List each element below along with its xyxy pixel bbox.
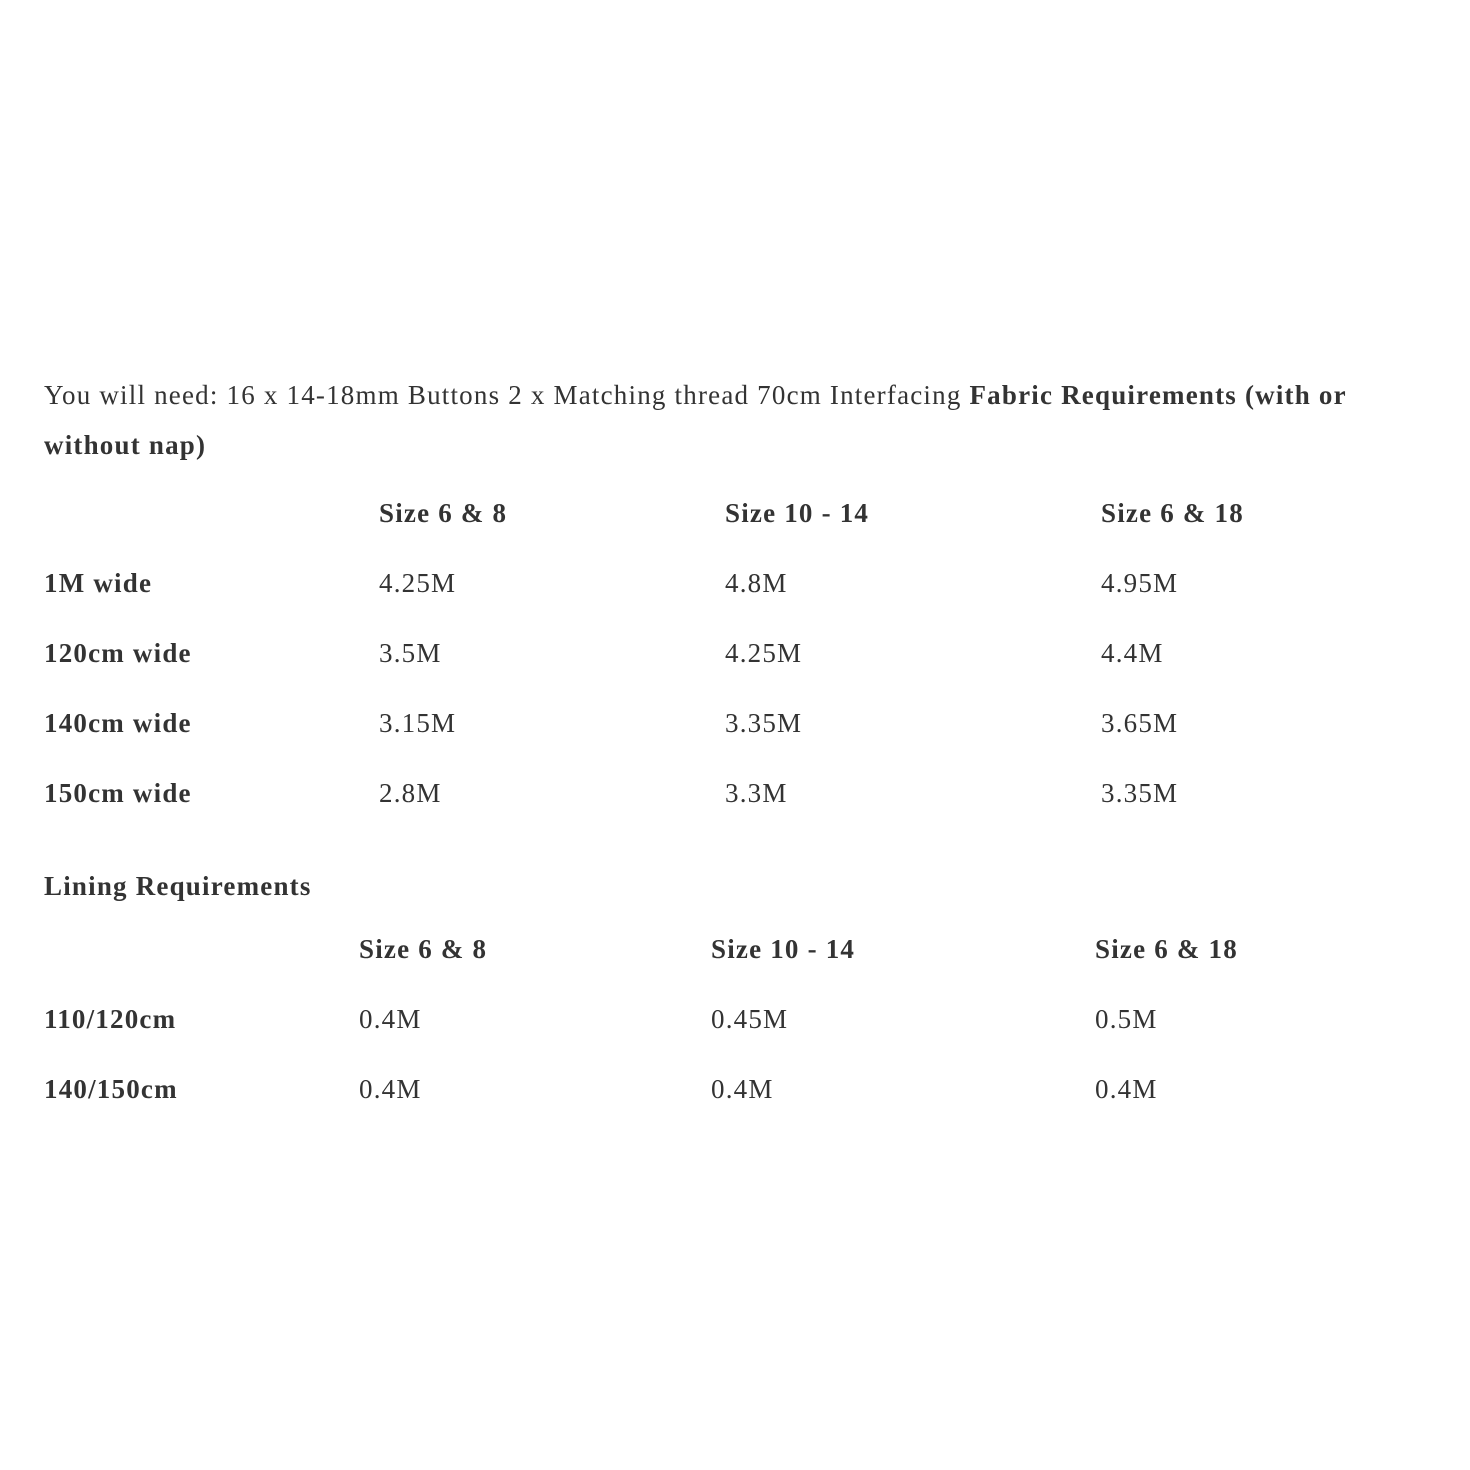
table-cell: 0.45M bbox=[711, 1003, 789, 1034]
header-size-6-8: Size 6 & 8 bbox=[379, 497, 508, 528]
table-header-row bbox=[44, 478, 1401, 548]
table-cell: 4.95M bbox=[1101, 567, 1179, 598]
header-size-6-18: Size 6 & 18 bbox=[1101, 497, 1244, 528]
table-cell: 3.35M bbox=[725, 707, 803, 738]
intro-paragraph bbox=[44, 370, 1434, 470]
table-cell: 0.4M bbox=[1095, 1073, 1158, 1104]
table-cell: 3.35M bbox=[1101, 777, 1179, 808]
header-cell-empty bbox=[44, 914, 359, 984]
lining-requirements-table bbox=[44, 914, 1395, 1124]
table-cell: 4.4M bbox=[1101, 637, 1164, 668]
table-row bbox=[44, 984, 1395, 1054]
table-cell: 4.8M bbox=[725, 567, 788, 598]
table-cell: 3.15M bbox=[379, 707, 457, 738]
row-label: 140/150cm bbox=[44, 1073, 178, 1104]
table-cell: 4.25M bbox=[725, 637, 803, 668]
header-size-10-14: Size 10 - 14 bbox=[711, 933, 856, 964]
table-header-row bbox=[44, 914, 1395, 984]
row-label: 110/120cm bbox=[44, 1003, 177, 1034]
row-label: 140cm wide bbox=[44, 707, 192, 738]
table-cell: 0.4M bbox=[359, 1073, 422, 1104]
table-cell: 3.5M bbox=[379, 637, 442, 668]
header-size-10-14: Size 10 - 14 bbox=[725, 497, 870, 528]
header-size-6-8: Size 6 & 8 bbox=[359, 933, 488, 964]
header-cell-empty bbox=[44, 478, 379, 548]
table-row bbox=[44, 688, 1401, 758]
fabric-requirements-table bbox=[44, 478, 1401, 828]
table-row bbox=[44, 758, 1401, 828]
header-size-6-18: Size 6 & 18 bbox=[1095, 933, 1238, 964]
table-cell: 4.25M bbox=[379, 567, 457, 598]
row-label: 120cm wide bbox=[44, 637, 192, 668]
table-cell: 0.4M bbox=[711, 1073, 774, 1104]
table-cell: 3.65M bbox=[1101, 707, 1179, 738]
row-label: 150cm wide bbox=[44, 777, 192, 808]
table-cell: 0.4M bbox=[359, 1003, 422, 1034]
table-cell: 3.3M bbox=[725, 777, 788, 808]
table-row bbox=[44, 618, 1401, 688]
table-cell: 0.5M bbox=[1095, 1003, 1158, 1034]
table-row bbox=[44, 548, 1401, 618]
fabric-requirements-heading: Fabric Requirements (with or without nap) bbox=[44, 380, 1347, 460]
table-cell: 2.8M bbox=[379, 777, 442, 808]
lining-requirements-heading: Lining Requirements bbox=[44, 871, 312, 901]
intro-text: You will need: 16 x 14-18mm Buttons 2 x Matching thread 70cm Interfacing bbox=[44, 380, 970, 410]
row-label: 1M wide bbox=[44, 567, 153, 598]
table-row bbox=[44, 1054, 1395, 1124]
page-content bbox=[44, 370, 1434, 1124]
